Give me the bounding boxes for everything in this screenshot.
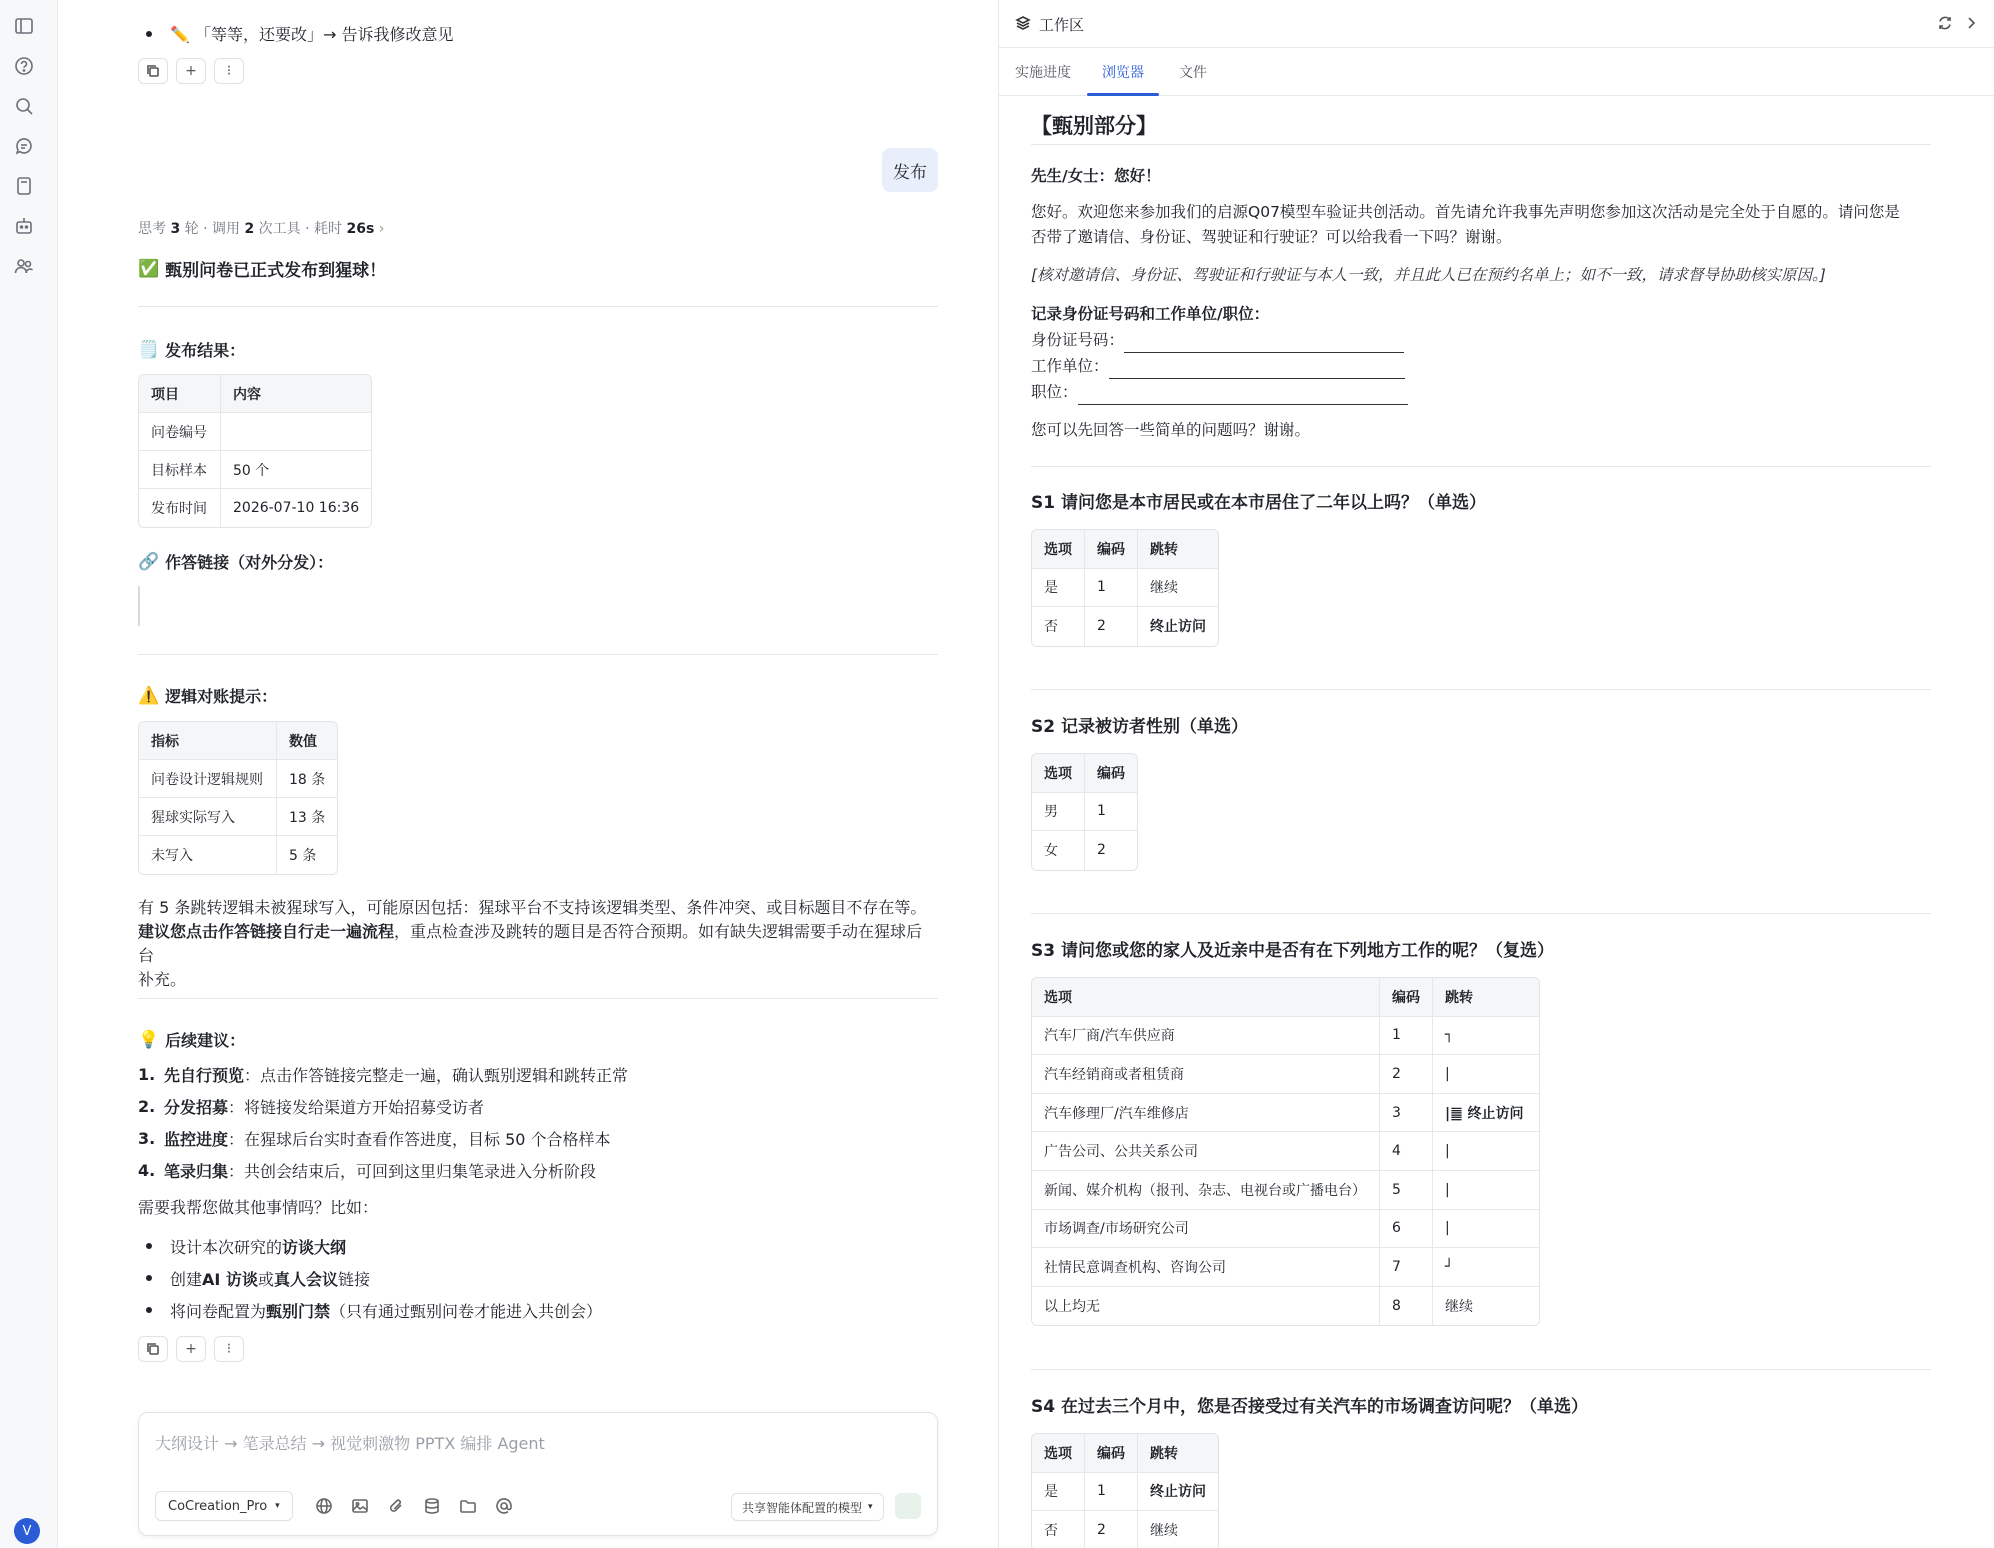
table-header: 指标: [139, 722, 277, 760]
logic-explanation: [138, 896, 938, 992]
success-heading: ✅ 甄别问卷已正式发布到猩球！: [138, 258, 387, 281]
paragraph-line: 补充。: [138, 970, 187, 989]
table-header: 跳转: [1138, 1434, 1218, 1473]
agent-model-select[interactable]: 共享智能体配置的模型 ▾: [731, 1493, 884, 1521]
table-cell: 否: [1032, 607, 1085, 646]
field-id: 身份证号码：: [1031, 328, 1931, 353]
input-tools: [315, 1497, 513, 1519]
table-cell: 1: [1085, 793, 1137, 832]
chevron-right-icon[interactable]: [1963, 15, 1979, 31]
question-s4-title: S4 在过去三个月中，您是否接受过有关汽车的市场调查访问呢？（单选）: [1031, 1397, 1588, 1417]
list-item: 2. 分发招募 ：将链接发给渠道方开始招募受访者: [138, 1096, 485, 1117]
divider: [1031, 466, 1931, 467]
table-cell: 50 个: [221, 451, 371, 489]
answer-link-quote[interactable]: [138, 586, 140, 626]
workspace-tabs: [999, 48, 1994, 96]
chat-panel: [58, 0, 998, 1548]
table-cell: 否: [1032, 1511, 1085, 1548]
table-cell: |: [1433, 1171, 1539, 1210]
search-icon[interactable]: [14, 96, 34, 116]
table-header: 跳转: [1433, 978, 1539, 1017]
table-header: 编码: [1380, 978, 1433, 1017]
image-icon[interactable]: [351, 1497, 369, 1519]
paragraph-line: 有 5 条跳转逻辑未被猩球写入，可能原因包括：猩球平台不支持该逻辑类型、条件冲突、或目标题目不存在等。: [138, 898, 927, 917]
table-header: 选项: [1032, 1434, 1085, 1473]
list-item: 4. 笔录归集 ：共创会结束后，可回到这里归集笔录进入分析阶段: [138, 1160, 597, 1181]
table-cell: 问卷编号: [139, 413, 221, 451]
table-cell: 女: [1032, 831, 1085, 870]
table-cell: 7: [1380, 1248, 1433, 1287]
verify-note: [核对邀请信、身份证、驾驶证和行驶证与本人一致，并且此人已在预约名单上；如不一致，请求督导协助核实原因。]: [1031, 266, 1826, 284]
table-cell: 是: [1032, 569, 1085, 608]
warning-icon: ⚠️: [138, 685, 160, 706]
table-cell: 男: [1032, 793, 1085, 832]
table-row: [139, 798, 337, 836]
caret-down-icon: ▾: [868, 1502, 873, 1512]
list-item: [146, 22, 454, 45]
table-cell: 市场调查/市场研究公司: [1032, 1210, 1380, 1249]
check-mark-icon: ✅: [138, 258, 160, 279]
table-cell: 8: [1380, 1287, 1433, 1326]
user-message: 发布: [882, 148, 938, 192]
table-cell: 新闻、媒介机构（报刊、杂志、电视台或广播电台）: [1032, 1171, 1380, 1210]
list-item: 将问卷配置为 甄别门禁 （只有通过甄别问卷才能进入共创会）: [146, 1294, 602, 1326]
table-cell: 13 条: [277, 798, 337, 836]
table-cell: |: [1433, 1210, 1539, 1249]
table-cell: 18 条: [277, 760, 337, 798]
table-header: 编码: [1085, 530, 1138, 569]
greeting: 先生/女士：您好！: [1031, 167, 1161, 185]
folder-icon[interactable]: [459, 1497, 477, 1519]
table-cell: ┐: [1433, 1017, 1539, 1056]
table-cell: 1: [1085, 569, 1138, 608]
copy-button[interactable]: [138, 58, 168, 84]
chevron-right-icon: ›: [378, 221, 385, 237]
workspace-panel: [998, 0, 1994, 1548]
table-row: [1032, 1055, 1539, 1094]
answer-link-title: 🔗 作答链接（对外分发）：: [138, 551, 334, 572]
icon-rail: [0, 0, 58, 1548]
refresh-icon[interactable]: [1937, 15, 1953, 31]
table-cell: 5 条: [289, 848, 317, 864]
table-row: [1032, 1473, 1218, 1512]
table-row: [1032, 1094, 1539, 1133]
notepad-icon: 🗒️: [138, 339, 160, 360]
table-header-row: [1032, 1434, 1218, 1473]
table-header: 数值: [277, 722, 337, 760]
table-row: [1032, 1210, 1539, 1249]
table-header: 选项: [1032, 978, 1380, 1017]
suggestion-list: [146, 1230, 602, 1326]
table-cell: 广告公司、公共关系公司: [1032, 1132, 1380, 1171]
table-header: 项目: [139, 375, 221, 413]
more-icon[interactable]: ⁝: [214, 1336, 244, 1362]
table-row: [1032, 607, 1218, 646]
table-row: [1032, 1287, 1539, 1326]
thinking-meta[interactable]: 思考 3 轮 · 调用 2 次工具 · 耗时 26s ›: [138, 221, 385, 237]
table-cell: 汽车经销商或者租赁商: [1032, 1055, 1380, 1094]
table-cell: 猩球实际写入: [139, 798, 277, 836]
table-row: [1032, 1248, 1539, 1287]
copy-button[interactable]: [138, 1336, 168, 1362]
globe-icon[interactable]: [315, 1497, 333, 1519]
add-button[interactable]: +: [176, 1336, 206, 1362]
table-cell: 发布时间: [139, 489, 221, 527]
question-s1-title: S1 请问您是本市居民或在本市居住了二年以上吗？（单选）: [1031, 493, 1486, 513]
table-row: [1032, 1132, 1539, 1171]
table-cell: 5: [1380, 1171, 1433, 1210]
next-steps-list: [138, 1058, 628, 1186]
table-header: 跳转: [1138, 530, 1218, 569]
divider: [1031, 144, 1931, 145]
list-item-text: ✏️ 「等等，还要改」→ 告诉我修改意见: [170, 25, 454, 44]
message-toolbar: [138, 1336, 244, 1362]
tab-files[interactable]: 文件: [1179, 65, 1207, 81]
table-cell: 以上均无: [1032, 1287, 1380, 1326]
table-header-row: [1032, 754, 1137, 793]
table-cell: 2026-07-10 16:36: [233, 500, 360, 516]
table-cell: 继续: [1138, 569, 1218, 608]
list-item: 3. 监控进度 ：在猩球后台实时查看作答进度，目标 50 个合格样本: [138, 1128, 611, 1149]
table-cell: [221, 413, 371, 451]
table-header-row: [139, 375, 371, 413]
table-cell: ┘: [1433, 1248, 1539, 1287]
table-cell: 汽车厂商/汽车供应商: [1032, 1017, 1380, 1056]
table-header-row: [139, 722, 337, 760]
table-header: 选项: [1032, 754, 1085, 793]
paperclip-icon[interactable]: [387, 1497, 405, 1519]
list-item: 创建 AI 访谈 或 真人会议 链接: [146, 1262, 602, 1294]
section-title: 【甄别部分】: [1031, 114, 1157, 138]
table-cell: 问卷设计逻辑规则: [139, 760, 277, 798]
table-cell: 目标样本: [139, 451, 221, 489]
table-header: 内容: [221, 375, 371, 413]
avatar[interactable]: V: [14, 1518, 40, 1544]
table-header-row: [1032, 978, 1539, 1017]
table-cell: |䷀ 终止访问: [1433, 1094, 1539, 1133]
message-input[interactable]: 大纲设计 → 笔录总结 → 视觉刺激物 PPTX 编排 Agent: [155, 1434, 545, 1453]
question-s3-title: S3 请问您或您的家人及近亲中是否有在下列地方工作的呢？（复选）: [1031, 941, 1554, 961]
table-cell: 终止访问: [1150, 619, 1206, 636]
table-cell: 是: [1032, 1473, 1085, 1512]
question-s2-title: S2 记录被访者性别（单选）: [1031, 717, 1248, 737]
table-cell: 3: [1380, 1094, 1433, 1133]
database-icon[interactable]: [423, 1497, 441, 1519]
table-cell: 2: [1380, 1055, 1433, 1094]
intro-line: 否带了邀请信、身份证、驾驶证和行驶证？可以给我看一下吗？谢谢。: [1031, 228, 1512, 246]
model-select[interactable]: CoCreation_Pro ▾: [155, 1491, 293, 1521]
workspace-title: 工作区: [1015, 14, 1084, 35]
send-button[interactable]: [895, 1493, 921, 1519]
bullet-dot: [146, 31, 152, 37]
sidebar-toggle-icon[interactable]: [14, 16, 34, 36]
message-input-box[interactable]: [138, 1412, 938, 1536]
publish-result-table: [138, 374, 372, 528]
robot-icon[interactable]: [14, 216, 34, 236]
table-cell: |: [1433, 1132, 1539, 1171]
paragraph-line: 建议您点击作答链接自行走一遍流程，重点检查涉及跳转的题目是否符合预期。如有缺失逻辑需要手动在猩球后台: [138, 922, 923, 965]
at-mention-icon[interactable]: [495, 1497, 513, 1519]
divider: [138, 998, 938, 999]
table-cell: 1: [1085, 1473, 1138, 1512]
table-header: 选项: [1032, 530, 1085, 569]
layers-icon: [1015, 15, 1031, 35]
divider: [1031, 689, 1931, 690]
divider: [138, 306, 938, 307]
question-s4-table: [1031, 1433, 1219, 1548]
divider: [1031, 1369, 1931, 1370]
help-icon[interactable]: [14, 56, 34, 76]
question-s3-table: [1031, 977, 1540, 1326]
table-cell: |: [1433, 1055, 1539, 1094]
record-title: 记录身份证号码和工作单位/职位：: [1031, 305, 1270, 323]
table-row: [139, 451, 371, 489]
divider: [138, 654, 938, 655]
table-row: [139, 836, 337, 874]
table-cell: 社情民意调查机构、咨询公司: [1032, 1248, 1380, 1287]
field-position: 职位：: [1031, 380, 1931, 405]
table-row: [1032, 793, 1137, 832]
tab-browser[interactable]: 浏览器: [1102, 65, 1144, 81]
chat-icon[interactable]: [14, 136, 34, 156]
team-icon[interactable]: [14, 256, 34, 276]
intro-line: 您好。欢迎您来参加我们的启源Q07模型车验证共创活动。首先请允许我事先声明您参加这次活动是完全处于自愿的。请问您是: [1031, 203, 1900, 221]
caret-down-icon: ▾: [275, 1501, 280, 1511]
table-row: [139, 760, 337, 798]
active-tab-indicator: [1087, 93, 1159, 96]
table-header: 编码: [1085, 754, 1137, 793]
table-cell: 6: [1380, 1210, 1433, 1249]
list-item: 设计本次研究的 访谈大纲: [146, 1230, 602, 1262]
table-row: [1032, 569, 1218, 608]
follow-up-question: 需要我帮您做其他事情吗？比如：: [138, 1198, 379, 1217]
divider: [1031, 913, 1931, 914]
table-cell: 终止访问: [1138, 1473, 1218, 1512]
table-cell: 1: [1380, 1017, 1433, 1056]
table-cell: 继续: [1445, 1299, 1473, 1316]
workspace-header: [999, 0, 1994, 48]
table-row: [139, 413, 371, 451]
publish-result-title: 🗒️ 发布结果：: [138, 339, 246, 360]
table-row: [1032, 1171, 1539, 1210]
book-icon[interactable]: [14, 176, 34, 196]
table-header-row: [1032, 530, 1218, 569]
add-button[interactable]: +: [176, 58, 206, 84]
link-icon: 🔗: [138, 551, 160, 572]
table-row: [1032, 831, 1137, 870]
table-row: [139, 489, 371, 527]
more-icon[interactable]: ⁝: [214, 58, 244, 84]
table-cell: 未写入: [139, 836, 277, 874]
table-row: [1032, 1017, 1539, 1056]
table-cell: 4: [1380, 1132, 1433, 1171]
list-item: 1. 先自行预览 ：点击作答链接完整走一遍，确认甄别逻辑和跳转正常: [138, 1064, 629, 1085]
table-header: 编码: [1085, 1434, 1138, 1473]
tab-progress[interactable]: 实施进度: [1015, 65, 1071, 81]
message-toolbar: [138, 58, 244, 84]
table-cell: 2: [1085, 1511, 1138, 1548]
next-steps-title: 💡 后续建议：: [138, 1029, 246, 1050]
field-company: 工作单位：: [1031, 354, 1931, 379]
question-s1-table: [1031, 529, 1219, 647]
ask-simple: 您可以先回答一些简单的问题吗？谢谢。: [1031, 421, 1311, 439]
question-s2-table: [1031, 753, 1138, 871]
table-cell: 2: [1085, 607, 1138, 646]
table-row: [1032, 1511, 1218, 1548]
table-cell: 汽车修理厂/汽车维修店: [1032, 1094, 1380, 1133]
table-cell: 2: [1097, 842, 1106, 859]
logic-check-title: ⚠️ 逻辑对账提示：: [138, 685, 278, 706]
lightbulb-icon: 💡: [138, 1029, 160, 1050]
table-cell: 继续: [1150, 1523, 1178, 1540]
logic-check-table: [138, 721, 338, 875]
